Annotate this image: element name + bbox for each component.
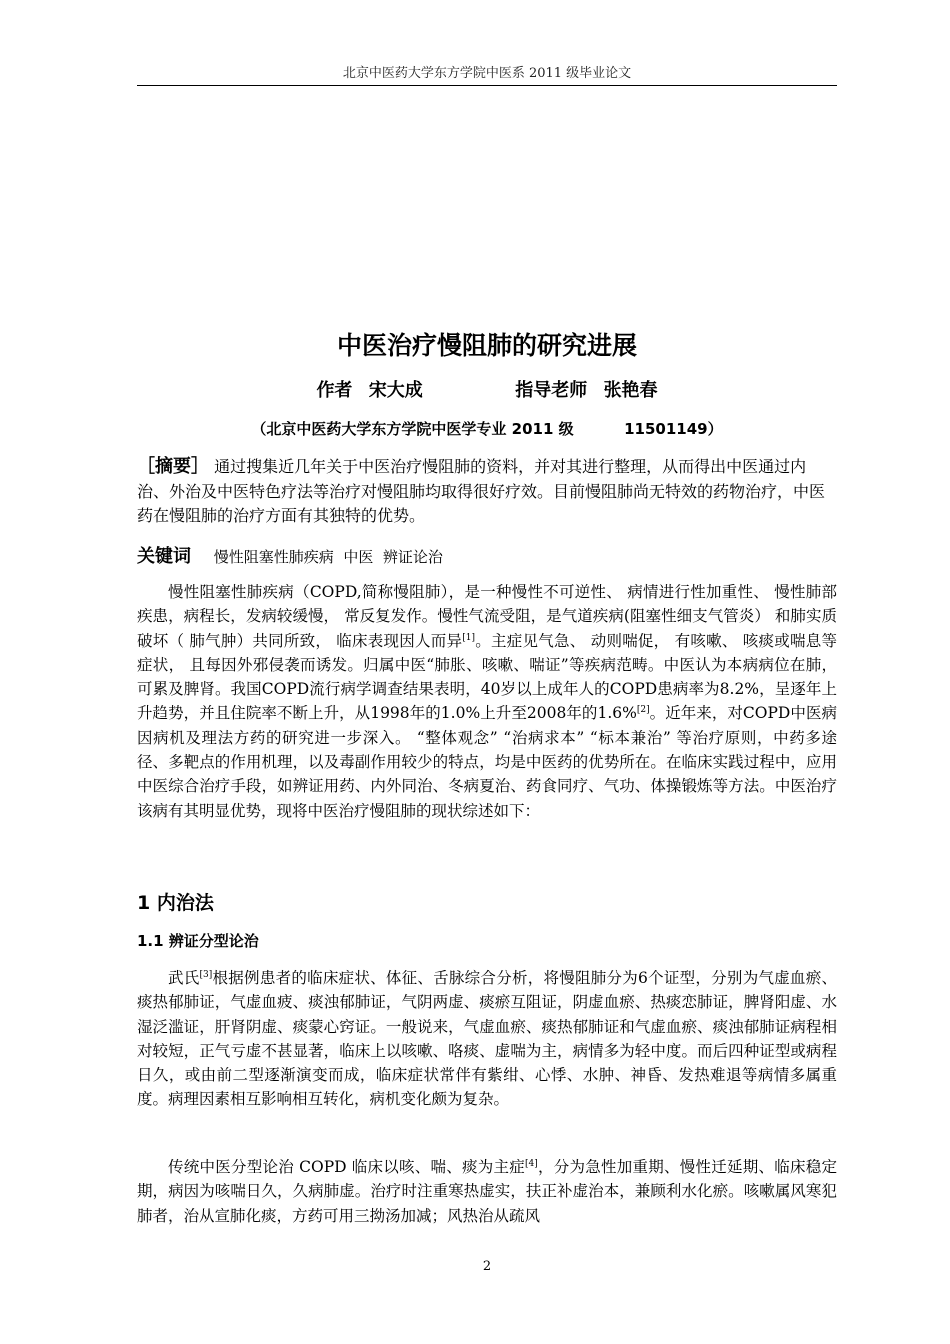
abstract <box>137 455 837 529</box>
student-id: 11501149） <box>624 420 723 438</box>
citation-4: [4] <box>525 1158 538 1169</box>
citation-1: [1] <box>462 632 476 643</box>
paper-title: 中医治疗慢阻肺的研究进展 <box>336 331 637 360</box>
intro-text-2: 。主症见气急、 动则喘促， 有咳嗽、 咳痰或喘息等症状， 且每因外邪侵袭而诱发。归属中医“肺胀、咳嗽、喘证”等疾病范畴。中医认为本病病位在肺，可累及脾肾。我国COPD流行病学调查结果表明，40岁以上成年人的COPD患病率为8.2%，呈逐年上升趋势，并且住院率不断上升，从1998年的1.0%上升至2008年的1.6% <box>137 631 837 723</box>
author-name: 宋大成 <box>368 380 423 401</box>
abstract-label: ［摘要］ <box>137 456 209 477</box>
page-number: 2 <box>482 1259 492 1274</box>
section-heading-1: 1 内治法 <box>137 892 214 914</box>
citation-3: [3] <box>199 969 213 980</box>
affiliation-text: （北京中医药大学东方学院中医学专业 2011 级 <box>251 420 574 438</box>
intro-text-1: 慢性阻塞性肺疾病（COPD,简称慢阻肺），是一种慢性不可逆性、 病情进行性加重性、 慢性肺部疾患，病程长，发病较缓慢， 常反复发作。慢性气流受阻，是气道疾病(阻塞性细支气管炎） 和肺实质破坏（ 肺气肿）共同所致， 临床表现因人而异 <box>137 583 837 650</box>
keywords-text: 慢性阻塞性肺疾病 中医 辨证论治 <box>213 548 443 566</box>
section-1-1-paragraph-2 <box>137 1155 837 1228</box>
affiliation <box>137 418 837 439</box>
para1-text-b: 根据例患者的临床症状、体征、舌脉综合分析，将慢阻肺分为6个证型，分别为气虚血瘀、痰热郁肺证，气虚血疲、痰浊郁肺证，气阴两虚、痰瘀互阻证，阴虚血瘀、热痰恋肺证，脾肾阳虚、水湿泛滥证，肝肾阴虚、痰蒙心窍证。一般说来，气虚血瘀、痰热郁肺证和气虚血瘀、痰浊郁肺证病程相对较短，正气亏虚不甚显著，临床上以咳嗽、咯痰、虚喘为主，病情多为轻中度。而后四种证型或病程日久，或由前二型逐渐演变而成，临床症状常伴有紫绀、心悸、水肿、神昏、发热难退等病情多属重度。病理因素相互影响相互转化，病机变化颇为复杂。 <box>137 969 837 1109</box>
advisor-name: 张艳春 <box>603 380 658 401</box>
citation-2: [2] <box>636 705 650 716</box>
advisor-label: 指导老师 <box>515 380 588 401</box>
header-rule <box>137 85 837 86</box>
running-header: 北京中医药大学东方学院中医系 2011 级毕业论文 <box>342 66 632 81</box>
section-heading-1-1: 1.1 辨证分型论治 <box>137 932 259 950</box>
intro-paragraph <box>137 580 837 823</box>
para2-text-a: 传统中医分型论治 COPD 临床以咳、喘、痰为主症 <box>168 1158 526 1176</box>
keywords-label: 关键词 <box>137 546 191 567</box>
author-line <box>137 376 837 402</box>
keywords <box>137 542 837 568</box>
para1-text-a: 武氏 <box>168 969 200 987</box>
section-1-1-paragraph-1 <box>137 966 837 1112</box>
author-label: 作者 <box>316 380 353 401</box>
para2-text-b: ，分为急性加重期、慢性迁延期、临床稳定期，病因为咳喘日久，久病肺虚。治疗时注重寒热虚实，扶正补虚治本，兼顾利水化瘀。咳嗽属风寒犯肺者，治从宣肺化痰，方药可用三拗汤加减；风热治从疏风 <box>137 1158 837 1225</box>
abstract-text: 通过搜集近几年关于中医治疗慢阻肺的资料，并对其进行整理，从而得出中医通过内治、外治及中医特色疗法等治疗对慢阻肺均取得很好疗效。目前慢阻肺尚无特效的药物治疗，中医药在慢阻肺的治疗方面有其独特的优势。 <box>137 457 826 525</box>
intro-text-3: 。近年来，对COPD中医病因病机及理法方药的研究进一步深入。 “整体观念” “治病求本” “标本兼治” 等治疗原则，中药多途径、多靶点的作用机理，以及毒副作用较少的特点，均是中医药的优势所在。在临床实践过程中，应用中医综合治疗手段，如辨证用药、内外同治、冬病夏治、药食同疗、气功、体操锻炼等方法。中医治疗该病有其明显优势，现将中医治疗慢阻肺的现状综述如下： <box>137 704 837 820</box>
